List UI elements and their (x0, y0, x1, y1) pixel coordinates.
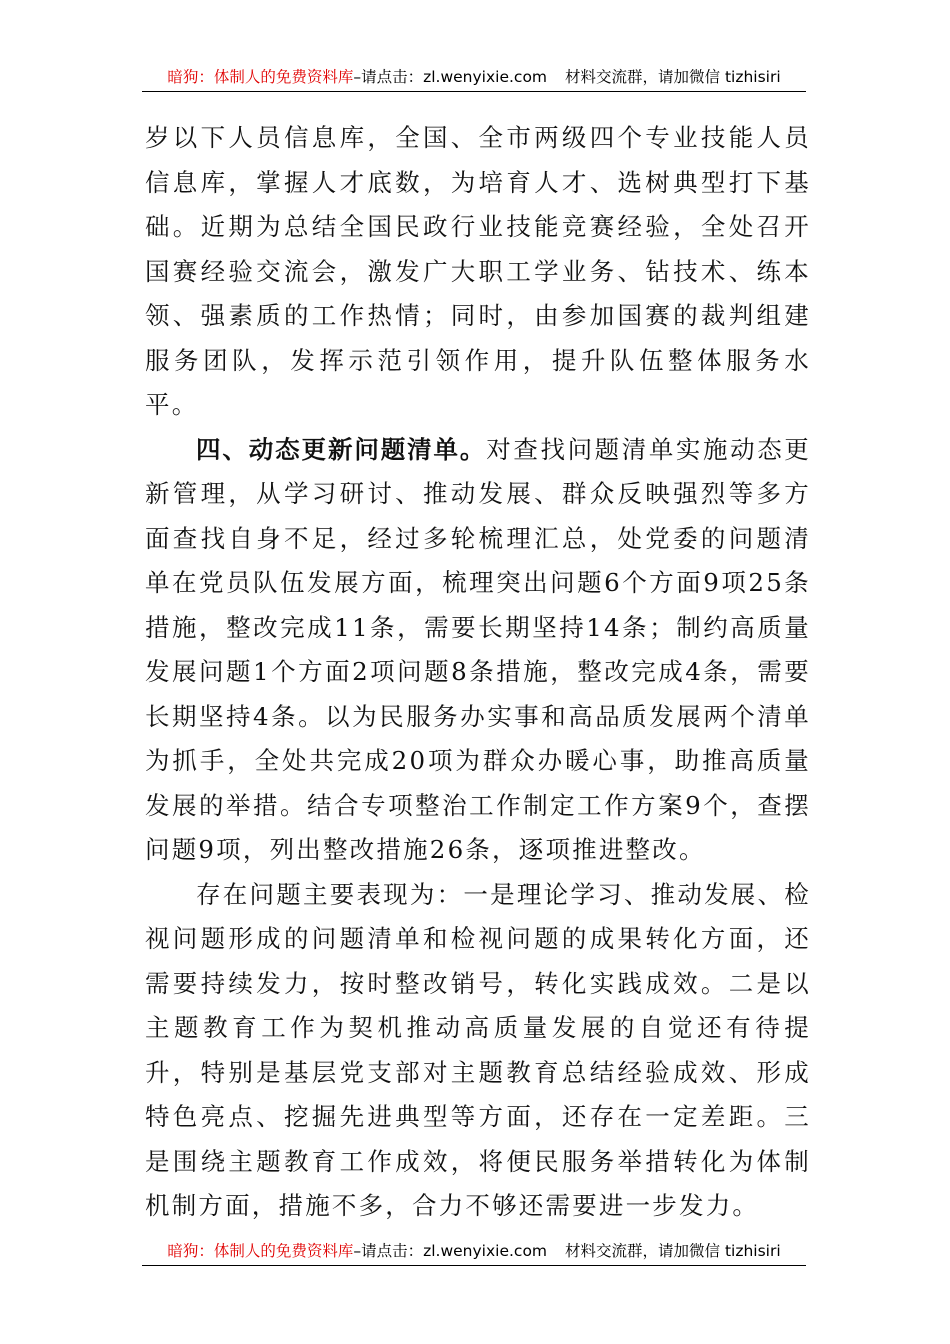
paragraph-3: 存在问题主要表现为：一是理论学习、推动发展、检视问题形成的问题清单和检视问题的成果转化方面，还需要持续发力，按时整改销号，转化实践成效。二是以主题教育工作为契机推动高质量发展的自觉还有待提升，特别是基层党支部对主题教育总结经验成效、形成特色亮点、挖掘先进典型等方面，还存在一定差距。三是围绕主题教育工作成效，将便民服务举措转化为体制机制方面，措施不多，合力不够还需要进一步发力。 (145, 879, 811, 1220)
header-banner (142, 58, 806, 92)
footer-banner (142, 1232, 806, 1266)
section-heading: 四、动态更新问题清单。 (196, 434, 487, 464)
paragraph-2-text: 对查找问题清单实施动态更新管理，从学习研讨、推动发展、群众反映强烈等多方面查找自身不足，经过多轮梳理汇总，处党委的问题清单在党员队伍发展方面，梳理突出问题6个方面9项25条措施，整改完成11条，需要长期坚持14条；制约高质量发展问题1个方面2项问题8条措施，整改完成4条，需要长期坚持4条。以为民服务办实事和高品质发展两个清单为抓手，全处共完成20项为群众办暖心事，助推高质量发展的举措。结合专项整治工作制定工作方案9个，查摆问题9项，列出整改措施26条，逐项推进整改。 (145, 434, 811, 864)
banner-click-link[interactable]: –请点击：zl.wenyixie.com (353, 68, 548, 86)
paragraph-2 (145, 428, 811, 873)
footer-click-link[interactable]: –请点击：zl.wenyixie.com (353, 1242, 548, 1260)
footer-group-text: 材料交流群，请加微信 tizhisiri (565, 1242, 781, 1260)
document-body (145, 116, 811, 1229)
paragraph-1: 岁以下人员信息库，全国、全市两级四个专业技能人员信息库，掌握人才底数，为培育人才、选树典型打下基础。近期为总结全国民政行业技能竞赛经验，全处召开国赛经验交流会，激发广大职工学业务、钻技术、练本领、强素质的工作热情；同时，由参加国赛的裁判组建服务团队，发挥示范引领作用，提升队伍整体服务水平。 (145, 123, 811, 419)
footer-site-name: 暗狗：体制人的免费资料库 (167, 1242, 354, 1260)
banner-group-text: 材料交流群，请加微信 tizhisiri (565, 68, 781, 86)
banner-site-name: 暗狗：体制人的免费资料库 (167, 68, 354, 86)
